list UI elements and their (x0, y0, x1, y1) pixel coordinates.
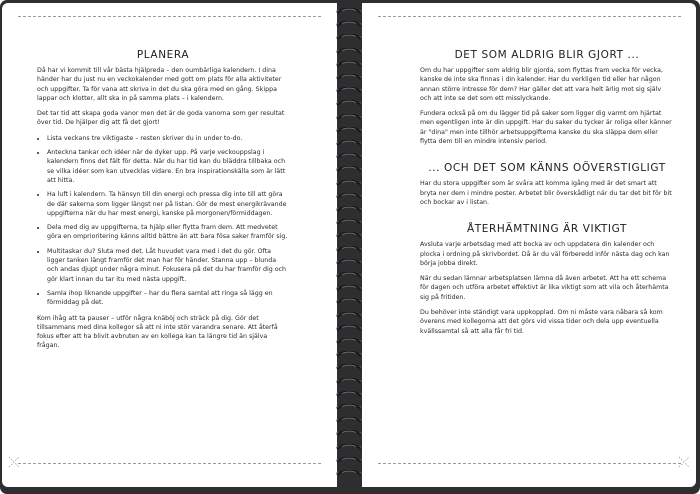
paragraph: Avsluta varje arbetsdag med att bocka av och uppdatera din kalender och plocka i ordning på skrivbordet. Då är du väl förberedd inför nästa dag och kan börja jobba direkt. (420, 241, 670, 267)
spiral-ring-icon (334, 34, 364, 41)
spiral-ring-icon (334, 457, 364, 464)
spiral-ring-icon (334, 206, 364, 213)
left-page-content (37, 49, 289, 357)
paragraph: Fundera också på om du lägger tid på saker som ligger dig varmt om hjärtat men egentligen inte är din uppgift. Har du saker du tycker är roliga eller känner är "dina" men inte tillhör arbetsuppgifterna kanske du ska släppa dem eller flytta dem till en mindre intensiv period. (420, 110, 672, 146)
paragraph: Du behöver inte ständigt vara uppkopplad. Om ni måste vara nåbara så kom överens med kollegorna att det görs vid vissa tider och dela upp eventuella kvällssamtal så att alla får fri tid. (420, 309, 663, 335)
spiral-ring-icon (334, 219, 364, 226)
spiral-ring-icon (334, 140, 364, 147)
spiral-ring-icon (334, 21, 364, 28)
spiral-ring-icon (334, 74, 364, 81)
spiral-ring-icon (334, 404, 364, 411)
spiral-ring-icon (334, 193, 364, 200)
spiral-ring-icon (334, 417, 364, 424)
spiral-ring-icon (334, 470, 364, 477)
spiral-ring-icon (334, 48, 364, 55)
spiral-ring-icon (334, 364, 364, 371)
spiral-binding (330, 0, 370, 494)
left-page (2, 3, 337, 487)
right-page (362, 3, 696, 487)
paragraph: Om du har uppgifter som aldrig blir gjorda, som flyttas fram vecka för vecka, kanske de inte ska finnas i din kalender. Har du verkligen tid eller har någon annan större intresse för dem? Har gäller det att vara helt ärlig mot sig själv och att inte se det som ett misslyckande. (420, 67, 663, 102)
spiral-ring-icon (334, 430, 364, 437)
list-item: • Multitaskar du? Sluta med det. Låt huvudet vara med i det du gör. Ofta ligger tanken längt framför det man har för händer. Stanna upp – blunda och andas djupt under några minut. Fokusera på det du har framför dig och gör klart innan du tar itu med nästa uppgift. (47, 247, 289, 284)
spiral-ring-icon (334, 391, 364, 398)
paragraph: När du sedan lämnar arbetsplatsen lämna då även arbetet. Att ha ett schema för dagen och utföra arbetet effektivt är lika viktigt som att vila och återhämta sig på fritiden. (420, 275, 669, 301)
list-item: • Samla ihop liknande uppgifter – har du flera samtal att ringa så lägg en förmiddag på det. (47, 289, 289, 308)
section-title-planera: PLANERA (136, 49, 190, 61)
top-dashed-rule (18, 16, 321, 17)
spiral-ring-icon (334, 259, 364, 266)
spiral-ring-icon (334, 272, 364, 279)
spiral-ring-icon (334, 153, 364, 160)
spiral-ring-icon (334, 87, 364, 94)
bottom-dashed-rule (378, 463, 681, 464)
list-item: • Anteckna tankar och idéer när de dyker upp. På varje veckouppslag i kalendern finns det fält för detta. När du har tid kan du bläddra tillbaka och se vilka idéer som kan utvecklas vidare. En bra inspirationskälla som är lätt att hitta. (47, 148, 289, 185)
spiral-ring-icon (334, 351, 364, 358)
corner-ornament-icon (7, 455, 21, 469)
section-title-aterhamtning: ÅTERHÄMTNING ÄR VIKTIGT (466, 223, 627, 236)
section-title-det-som-aldrig: DET SOM ALDRIG BLIR GJORT ... (454, 49, 640, 61)
spiral-ring-icon (334, 338, 364, 345)
spiral-ring-icon (334, 61, 364, 68)
bottom-dashed-rule (18, 463, 321, 464)
spiral-ring-icon (334, 180, 364, 187)
spiral-ring-icon (334, 325, 364, 332)
spiral-ring-icon (334, 312, 364, 319)
spiral-ring-icon (334, 246, 364, 253)
spiral-ring-icon (334, 444, 364, 451)
spiral-ring-icon (334, 285, 364, 292)
right-page-content (420, 49, 674, 342)
list-item: • Dela med dig av uppgifterna, ta hjälp eller flytta fram dem. Att medvetet göra en omprioritering känns alltid bättre än att bara fösa saker framför sig. (47, 223, 289, 242)
paragraph: Kom ihåg att ta pauser – utför några knäböj och sträck på dig. Gör det tillsammans med dina kollegor så att ni inte stör varandra senare. Att återfå fokus efter att ha blivit avbruten av en kollega kan ta längre tid än själva frågan. (37, 314, 278, 350)
spiral-ring-icon (334, 8, 364, 15)
list-item: • Lista veckans tre viktigaste – resten skriver du in under to-do. (47, 134, 289, 143)
spiral-ring-icon (334, 378, 364, 385)
spiral-ring-icon (334, 114, 364, 121)
spiral-ring-icon (334, 232, 364, 239)
spiral-ring-icon (334, 298, 364, 305)
paragraph: Då har vi kommit till vår bästa hjälpreda – den oumbärliga kalendern. I dina händer har du just nu en veckokalender med gott om plats för alla aktiviteter och uppgifter. Ta för vana att skriva in det du ska göra med en gång. Skippa lappar och klotter, allt ska in på samma plats – i kalendern. (37, 67, 282, 102)
paragraph: Har du stora uppgifter som är svåra att komma igång med är det smart att bryta ner dem i mindre poster. Arbetet blir överskådligt när du tar det bit för bit och bockar av i listan. (420, 180, 672, 206)
tips-list (37, 134, 289, 308)
spiral-ring-icon (334, 166, 364, 173)
list-item: • Ha luft i kalendern. Ta hänsyn till din energi och pressa dig inte till att göra de där sakerna som ligger längst ner på listan. Gör de mest energikrävande uppgifterna när du har mest energi, kanske på morgonen/förmiddagen. (47, 190, 289, 218)
corner-ornament-icon (677, 455, 691, 469)
section-title-oeverstigligt: ... OCH DET SOM KÄNNS OÖVERSTIGLIGT (428, 162, 666, 175)
top-dashed-rule (378, 16, 681, 17)
spiral-ring-icon (334, 100, 364, 107)
paragraph: Det tar tid att skapa goda vanor men det är de goda vanorna som ger resultat över tid. De hjälper dig att få det gjort! (37, 110, 285, 127)
spiral-ring-icon (334, 127, 364, 134)
